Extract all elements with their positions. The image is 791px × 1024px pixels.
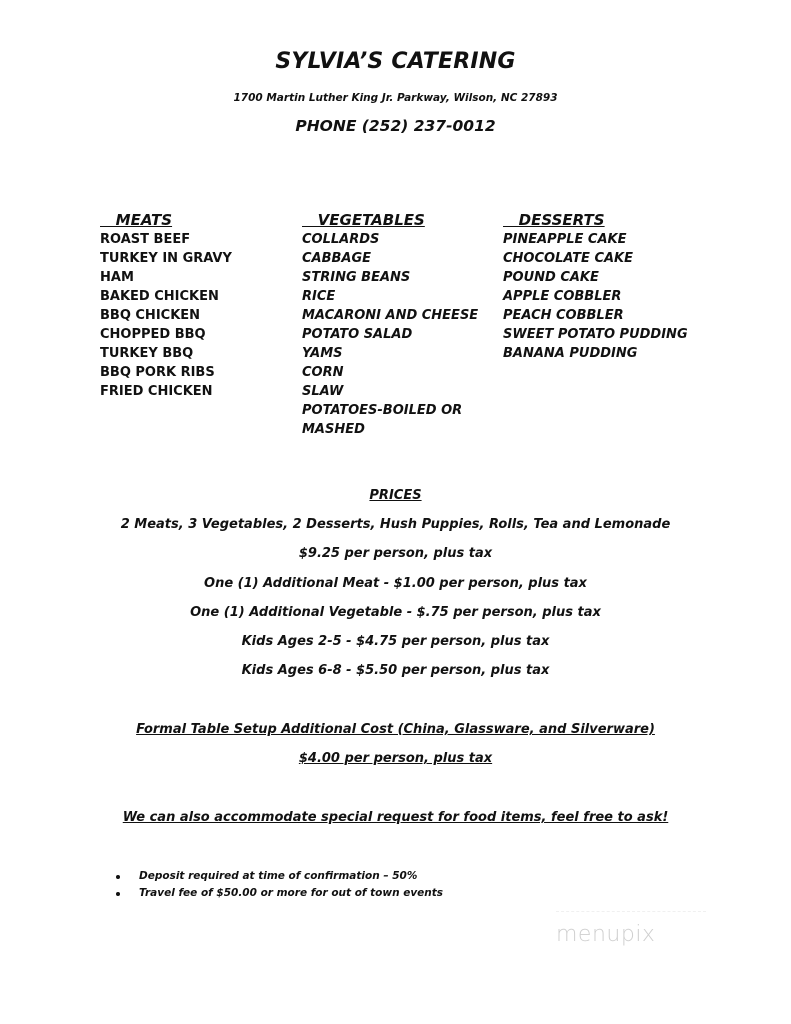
vegetable-item: STRING BEANS (302, 270, 411, 285)
kids-6-8-price: Kids Ages 6-8 - $5.50 per person, plus tax (241, 663, 550, 678)
dessert-item: APPLE COBBLER (503, 289, 622, 304)
dessert-item: CHOCOLATE CAKE (503, 251, 633, 266)
menupix-watermark: menupix (556, 911, 706, 955)
additional-vegetable-price: One (1) Additional Vegetable - $.75 per person, plus tax (190, 605, 601, 620)
vegetable-item: RICE (302, 289, 336, 304)
dessert-item: POUND CAKE (503, 270, 599, 285)
meat-item: TURKEY BBQ (100, 346, 194, 361)
meat-item: CHOPPED BBQ (100, 327, 206, 342)
vegetable-item: POTATOES-BOILED OR (302, 403, 463, 418)
vegetable-item: MASHED (302, 422, 365, 437)
additional-meat-price: One (1) Additional Meat - $1.00 per person, plus tax (204, 576, 587, 591)
vegetable-item: CORN (302, 365, 344, 380)
dessert-item: BANANA PUDDING (503, 346, 638, 361)
vegetable-item: COLLARDS (302, 232, 380, 247)
meat-item: TURKEY IN GRAVY (100, 251, 232, 266)
vegetable-item: YAMS (302, 346, 343, 361)
note-text: Travel fee of $50.00 or more for out of town events (139, 887, 444, 899)
business-address: 1700 Martin Luther King Jr. Parkway, Wilson, NC 27893 (233, 92, 558, 104)
dessert-item: SWEET POTATO PUDDING (503, 327, 688, 342)
meat-item: ROAST BEEF (100, 232, 191, 247)
vegetables-column (302, 210, 478, 439)
note-text: Deposit required at time of confirmation – 50% (139, 870, 418, 882)
meat-item: HAM (100, 270, 134, 285)
meat-item: BBQ PORK RIBS (100, 365, 215, 380)
notes-list (116, 868, 443, 902)
meat-item: FRIED CHICKEN (100, 384, 213, 399)
dessert-item: PINEAPPLE CAKE (503, 232, 627, 247)
meat-item: BAKED CHICKEN (100, 289, 219, 304)
formal-setup-heading: Formal Table Setup Additional Cost (China, Glassware, and Silverware) (136, 722, 655, 737)
vegetable-item: POTATO SALAD (302, 327, 413, 342)
bullet-icon (116, 892, 120, 896)
package-description: 2 Meats, 3 Vegetables, 2 Desserts, Hush Puppies, Rolls, Tea and Lemonade (120, 517, 671, 532)
vegetable-item: MACARONI AND CHEESE (302, 308, 479, 323)
base-price: $9.25 per person, plus tax (298, 546, 493, 561)
desserts-heading: DESSERTS (503, 211, 605, 229)
business-phone: PHONE (252) 237-0012 (295, 117, 496, 135)
note-item (116, 868, 443, 885)
vegetables-heading: VEGETABLES (302, 211, 425, 229)
meats-column (100, 210, 232, 401)
meats-heading: MEATS (100, 211, 173, 229)
meat-item: BBQ CHICKEN (100, 308, 201, 323)
kids-2-5-price: Kids Ages 2-5 - $4.75 per person, plus tax (241, 634, 550, 649)
desserts-column (503, 210, 688, 363)
vegetable-item: SLAW (302, 384, 344, 399)
vegetable-item: CABBAGE (302, 251, 372, 266)
special-request-note: We can also accommodate special request for food items, feel free to ask! (122, 810, 669, 825)
bullet-icon (116, 875, 120, 879)
formal-setup-price: $4.00 per person, plus tax (298, 751, 493, 766)
prices-heading: PRICES (369, 488, 422, 503)
dessert-item: PEACH COBBLER (503, 308, 624, 323)
business-name: SYLVIA’S CATERING (275, 49, 516, 74)
note-item (116, 885, 443, 902)
